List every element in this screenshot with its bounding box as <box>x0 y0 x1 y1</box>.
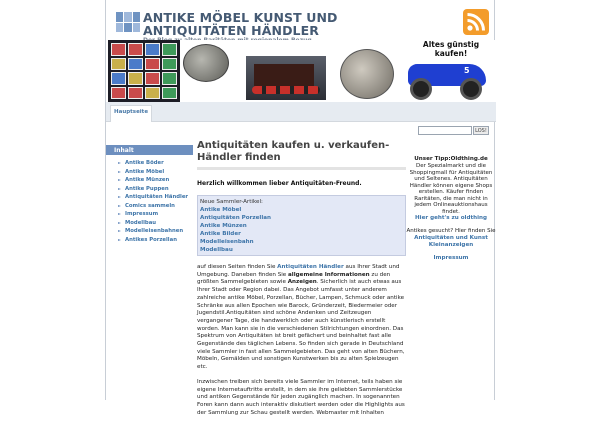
page-title[interactable]: Antiquitäten kaufen u. verkaufen- Händler finden <box>197 140 406 170</box>
site-title[interactable]: ANTIKE MÖBEL KUNST UND ANTIQUITÄTEN HÄNDLER <box>143 10 338 38</box>
article-link-porzellan[interactable]: Antiquitäten Porzellan <box>200 215 271 221</box>
sidebar-item-modellbau[interactable]: Modellbau <box>106 220 194 229</box>
welcome-text: Herzlich willkommen lieber Antiquitäten-Freund. <box>197 180 362 187</box>
tip-text: Der Spezialmarkt und die Shoppingmall für Antiquitäten und Seltenes. Antiquitäten Händler können eigene Shops erstellen. Käufer finden Raritäten, die man nicht in jedem Onlineauktionshaus findet. <box>409 163 493 215</box>
silver-coin-image <box>340 49 394 99</box>
ads-text: Antikes gesucht? Hier finden Sie Antiquitäten und Kunst Kleinanzeigen <box>406 228 496 248</box>
ads-link[interactable]: Antiquitäten und Kunst Kleinanzeigen <box>414 234 488 248</box>
right-sidebar <box>406 156 496 262</box>
internet-paragraph: Inzwischen treiben sich bereits viele Sammler im Internet, teils haben sie eigene Internetauftritte erstellt, in dem sie ihre geliebten Sammlerstücke und antiken Gegenstände für jeden zugänglich machen. In sogenannten Foren kann dann auch interaktiv diskutiert werden oder die Highlights aus der Sammlung zur Schau gestellt werden. Webmaster mit Inhalten <box>197 378 405 416</box>
car-number: 5 <box>464 66 470 75</box>
logo-icon[interactable] <box>116 12 140 32</box>
tab-hauptseite[interactable]: Hauptseite <box>110 105 152 122</box>
sidebar-item-antike-moebel[interactable]: Antike Möbel <box>106 169 194 178</box>
sidebar <box>106 145 194 245</box>
rss-icon[interactable] <box>463 9 489 35</box>
sidebar-item-antiquitaeten-haendler[interactable]: Antiquitäten Händler <box>106 194 194 203</box>
sidebar-item-comics[interactable]: Comics sammeln <box>106 203 194 212</box>
header-banner <box>106 40 496 102</box>
article-link-bilder[interactable]: Antike Bilder <box>200 231 241 237</box>
sidebar-heading: Inhalt <box>106 145 193 155</box>
new-articles-box <box>197 195 406 256</box>
article-link-modelleisenbahn[interactable]: Modelleisenbahn <box>200 239 254 245</box>
article-link-modellbau[interactable]: Modellbau <box>200 247 233 253</box>
link-antiquitaeten-haendler[interactable]: Antiquitäten Händler <box>277 264 344 270</box>
main-content <box>197 140 406 424</box>
locomotive-image <box>246 56 326 100</box>
sidebar-item-antike-muenzen[interactable]: Antike Münzen <box>106 177 194 186</box>
sidebar-item-impressum[interactable]: Impressum <box>106 211 194 220</box>
toy-car-image[interactable] <box>404 54 490 100</box>
search-button[interactable]: LOS! <box>473 126 489 135</box>
tip-title: Unser Tipp:Oldthing.de <box>414 156 488 162</box>
article-link-antike-moebel[interactable]: Antike Möbel <box>200 207 242 213</box>
navbar <box>106 102 496 122</box>
sidebar-item-antike-puppen[interactable]: Antike Puppen <box>106 186 194 195</box>
impressum-link[interactable]: Impressum <box>433 254 469 261</box>
sidebar-list <box>106 155 194 245</box>
stamps-image <box>108 40 180 102</box>
sidebar-item-modelleisenbahnen[interactable]: Modelleisenbahnen <box>106 228 194 237</box>
article-link-muenzen[interactable]: Antike Münzen <box>200 223 247 229</box>
sidebar-item-porzellan[interactable]: Antikes Porzellan <box>106 237 194 246</box>
search-input[interactable] <box>418 126 472 135</box>
intro-paragraph: auf diesen Seiten finden Sie Antiquitäten Händler aus Ihrer Stadt und Umgebung. Daneben finden Sie allgemeine Informationen zu den größten Sammelgebieten sowie Anzeigen. Sicherlich ist auch etwas aus Ihrer Stadt oder Region dabei. Das Angebot umfasst unter anderem zahlreiche antike Möbel, Porzellan, Bücher, Lampen, Schmuck oder antike Schränke aus allen Epochen wie Barock, Gründerzeit, Biedermeier oder Jugendstil.Antiquitäten sind schöne Andenken und Zeitzeugen vergangener Tage, die handwerklich oder auch künstlerisch erstellt worden. Man kann sie in die verschiedenen Stilrichtungen einordnen. Das Spektrum von Antiquitäten ist breit gefächert und beinhaltet fast alle Gegenstände des täglichen Lebens. So finden sich gerade in Deutschland viele Sammler in fast allen Sammelgebieten. Das geht von alten Büchern, Möbeln, Gemälden und sonstigen Kunstwerken bis zu alten Spielzeugen etc. <box>197 264 405 371</box>
page <box>105 0 496 416</box>
sidebar-item-antike-boeder[interactable]: Antike Böder <box>106 160 194 169</box>
oldthing-link[interactable]: Hier geht's zu oldthing <box>414 215 488 221</box>
articles-label: Neue Sammler-Artikel: <box>200 199 263 205</box>
header <box>106 0 496 40</box>
coin-image <box>183 44 229 82</box>
promo-title[interactable]: Altes günstig kaufen! <box>422 40 480 58</box>
